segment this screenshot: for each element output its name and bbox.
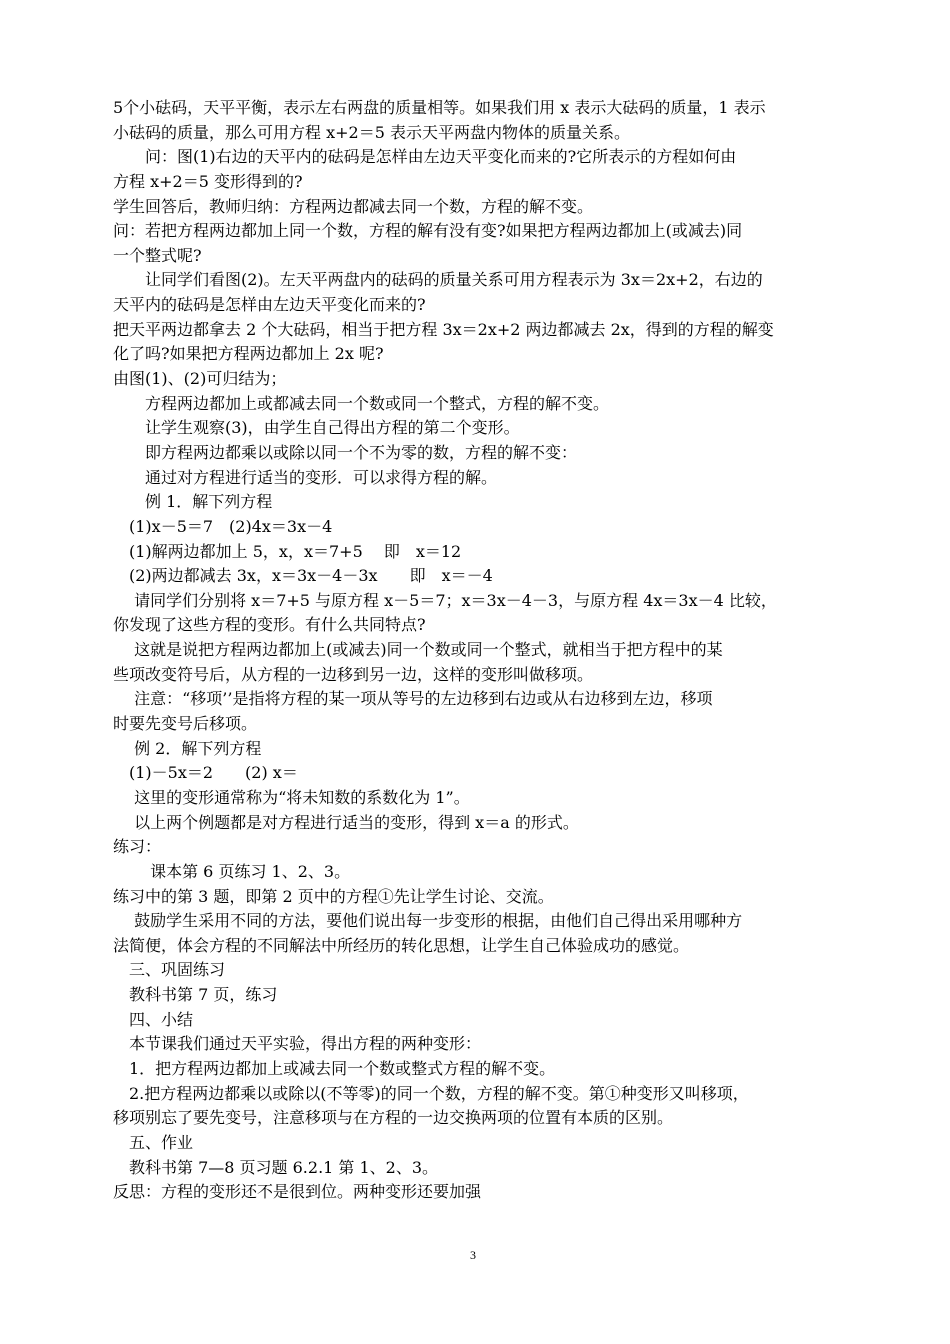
text-line: 问：图(1)右边的天平内的砝码是怎样由左边天平变化而来的?它所表示的方程如何由: [113, 147, 737, 167]
text-line: 教科书第 7 页，练习: [113, 985, 278, 1005]
text-line: 学生回答后，教师归纳：方程两边都减去同一个数，方程的解不变。: [113, 196, 594, 216]
text-line: 这就是说把方程两边都加上(或减去)同一个数或同一个整式，就相当于把方程中的某: [113, 640, 723, 660]
text-line: 注意：“移项’’是指将方程的某一项从等号的左边移到右边或从右边移到左边，移项: [113, 689, 713, 709]
text-line: 练习中的第 3 题，即第 2 页中的方程①先让学生讨论、交流。: [113, 886, 554, 906]
text-line: 鼓励学生采用不同的方法，要他们说出每一步变形的根据，由他们自己得出采用哪种方: [113, 911, 743, 931]
text-line: 把天平两边都拿去 2 个大砝码，相当于把方程 3x＝2x+2 两边都减去 2x，得到的方程的解变: [113, 319, 774, 339]
text-line: 小砝码的质量，那么可用方程 x+2＝5 表示天平两盘内物体的质量关系。: [113, 122, 630, 142]
text-line: 这里的变形通常称为“将未知数的系数化为 1”。: [113, 787, 470, 807]
section-label: 练习：: [113, 837, 162, 857]
text-line: 由图(1)、(2)可归结为；: [113, 369, 287, 389]
text-line: 5个小砝码，天平平衡，表示左右两盘的质量相等。如果我们用 x 表示大砝码的质量，1 表示: [113, 98, 766, 117]
equation-line: (1)－5x＝2 (2) x＝: [113, 763, 298, 783]
text-line: 时要先变号后移项。: [113, 714, 258, 734]
list-item: 2.把方程两边都乘以或除以(不等零)的同一个数，方程的解不变。第①种变形又叫移项，: [113, 1083, 749, 1103]
text-line: 教科书第 7—8 页习题 6.2.1 第 1、2、3。: [113, 1157, 439, 1177]
text-line: 一个整式呢?: [113, 245, 202, 265]
section-heading: 四、小结: [113, 1009, 194, 1029]
list-item: 1．把方程两边都加上或减去同一个数或整式方程的解不变。: [113, 1058, 556, 1078]
text-line: 法简便，体会方程的不同解法中所经历的转化思想，让学生自己体验成功的感觉。: [113, 935, 690, 955]
text-line: 方程 x+2＝5 变形得到的?: [113, 171, 303, 191]
solution-line: (2)两边都减去 3x，x＝3x－4－3x 即 x＝－4: [113, 566, 493, 586]
text-line: 问：若把方程两边都加上同一个数，方程的解有没有变?如果把方程两边都加上(或减去)同: [113, 221, 743, 241]
text-line: 你发现了这些方程的变形。有什么共同特点?: [113, 615, 426, 635]
text-line: 课本第 6 页练习 1、2、3。: [113, 861, 351, 881]
text-line: 让同学们看图(2)。左天平两盘内的砝码的质量关系可用方程表示为 3x＝2x+2，右边的: [113, 270, 763, 290]
page-number: 3: [470, 1248, 476, 1262]
document-body: [113, 96, 855, 1205]
text-line: 即方程两边都乘以或除以同一个不为零的数，方程的解不变：: [113, 442, 578, 462]
section-heading: 三、巩固练习: [113, 960, 226, 980]
section-heading: 五、作业: [113, 1132, 194, 1152]
text-line: 化了吗?如果把方程两边都加上 2x 呢?: [113, 344, 384, 364]
example-heading: 例 1．解下列方程: [113, 492, 273, 512]
text-line: 天平内的砝码是怎样由左边天平变化而来的?: [113, 295, 426, 315]
text-line: 让学生观察(3)，由学生自己得出方程的第二个变形。: [113, 418, 520, 438]
reflection-line: 反思：方程的变形还不是很到位。两种变形还要加强: [113, 1182, 482, 1202]
text-line: 移项别忘了要先变号，注意移项与在方程的一边交换两项的位置有本质的区别。: [113, 1108, 674, 1128]
text-line: 请同学们分别将 x＝7+5 与原方程 x－5＝7；x＝3x－4－3，与原方程 4x＝3x－4 比较，: [113, 590, 777, 610]
text-line: 以上两个例题都是对方程进行适当的变形，得到 x＝a 的形式。: [113, 812, 579, 832]
solution-line: (1)解两边都加上 5，x，x＝7+5 即 x＝12: [113, 541, 462, 561]
text-line: 方程两边都加上或都减去同一个数或同一个整式，方程的解不变。: [113, 393, 610, 413]
equation-line: (1)x－5＝7 (2)4x＝3x－4: [113, 516, 333, 536]
example-heading: 例 2．解下列方程: [113, 738, 262, 758]
text-line: 些项改变符号后，从方程的一边移到另一边，这样的变形叫做移项。: [113, 664, 594, 684]
text-line: 通过对方程进行适当的变形．可以求得方程的解。: [113, 467, 498, 487]
text-line: 本节课我们通过天平实验，得出方程的两种变形：: [113, 1034, 482, 1054]
